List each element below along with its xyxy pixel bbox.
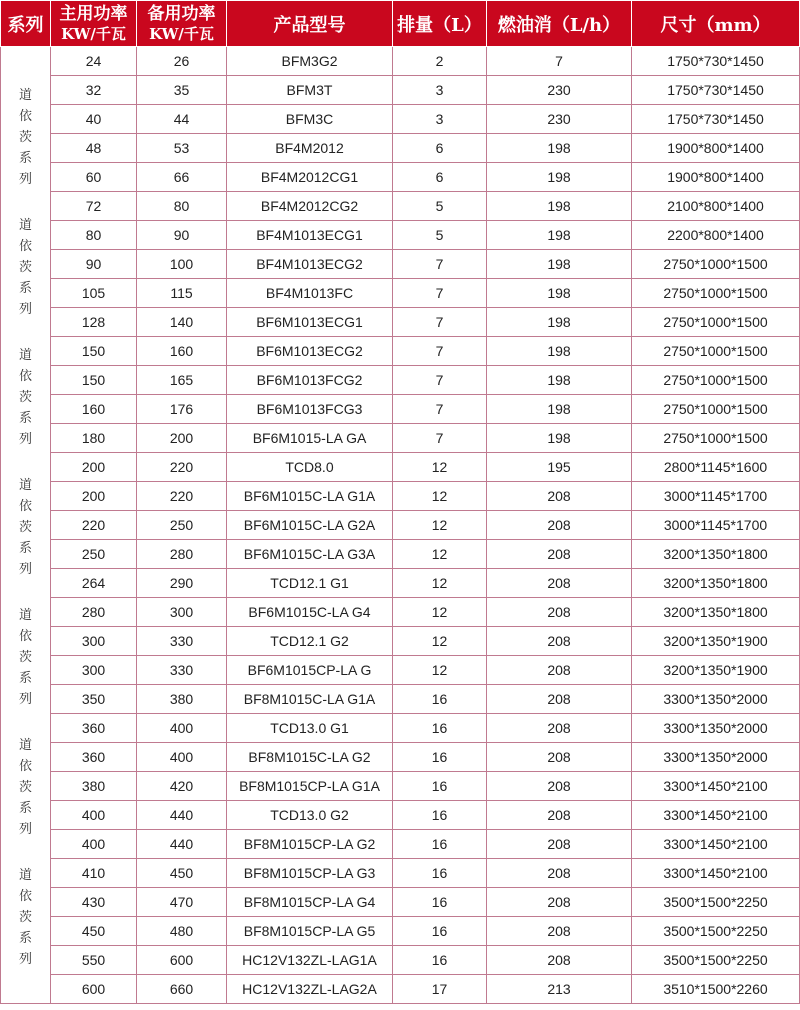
cell-main-power: 150 [51, 337, 137, 366]
series-label-char: 道 [18, 478, 32, 493]
cell-model: BF8M1015C-LA G1A [227, 685, 393, 714]
series-label [18, 827, 32, 967]
cell-model: BF6M1015-LA GA [227, 424, 393, 453]
series-label-char: 列 [18, 172, 32, 187]
cell-displacement: 16 [393, 859, 487, 888]
cell-displacement: 7 [393, 308, 487, 337]
cell-model: TCD13.0 G1 [227, 714, 393, 743]
header-standby-power-unit: KW/千瓦 [149, 25, 214, 43]
cell-fuel: 208 [487, 772, 632, 801]
cell-fuel: 213 [487, 975, 632, 1004]
series-column [1, 47, 51, 1004]
cell-displacement: 16 [393, 743, 487, 772]
cell-fuel: 208 [487, 540, 632, 569]
cell-standby-power: 90 [137, 221, 227, 250]
cell-standby-power: 280 [137, 540, 227, 569]
series-label-char: 系 [18, 671, 32, 686]
series-label-char: 道 [18, 348, 32, 363]
cell-model: BF4M1013ECG1 [227, 221, 393, 250]
cell-size: 1750*730*1450 [632, 105, 800, 134]
table-row [1, 105, 800, 134]
cell-fuel: 208 [487, 888, 632, 917]
series-label [18, 697, 32, 837]
series-label-char: 茨 [18, 390, 32, 405]
table-row [1, 192, 800, 221]
cell-main-power: 48 [51, 134, 137, 163]
cell-displacement: 6 [393, 163, 487, 192]
cell-standby-power: 35 [137, 76, 227, 105]
cell-main-power: 24 [51, 47, 137, 76]
cell-model: BF4M2012CG2 [227, 192, 393, 221]
cell-standby-power: 470 [137, 888, 227, 917]
series-label-char: 茨 [18, 650, 32, 665]
cell-fuel: 208 [487, 598, 632, 627]
cell-main-power: 550 [51, 946, 137, 975]
cell-fuel: 195 [487, 453, 632, 482]
cell-displacement: 16 [393, 714, 487, 743]
cell-main-power: 80 [51, 221, 137, 250]
table-row [1, 859, 800, 888]
cell-displacement: 12 [393, 627, 487, 656]
cell-standby-power: 160 [137, 337, 227, 366]
table-row [1, 395, 800, 424]
table-row [1, 134, 800, 163]
cell-fuel: 208 [487, 482, 632, 511]
cell-size: 3510*1500*2260 [632, 975, 800, 1004]
series-label-char: 系 [18, 801, 32, 816]
cell-displacement: 7 [393, 337, 487, 366]
cell-standby-power: 330 [137, 627, 227, 656]
cell-model: BFM3T [227, 76, 393, 105]
cell-size: 1900*800*1400 [632, 134, 800, 163]
cell-model: BF6M1013ECG2 [227, 337, 393, 366]
series-label-char: 依 [18, 239, 32, 254]
cell-model: BF6M1015C-LA G4 [227, 598, 393, 627]
cell-fuel: 208 [487, 830, 632, 859]
cell-model: BF8M1015CP-LA G5 [227, 917, 393, 946]
cell-size: 3500*1500*2250 [632, 888, 800, 917]
cell-model: BF8M1015CP-LA G4 [227, 888, 393, 917]
cell-size: 2750*1000*1500 [632, 424, 800, 453]
cell-size: 2200*800*1400 [632, 221, 800, 250]
cell-fuel: 208 [487, 627, 632, 656]
cell-standby-power: 165 [137, 366, 227, 395]
cell-fuel: 198 [487, 395, 632, 424]
table-row [1, 163, 800, 192]
cell-size: 3000*1145*1700 [632, 482, 800, 511]
cell-fuel: 208 [487, 656, 632, 685]
cell-displacement: 12 [393, 482, 487, 511]
cell-main-power: 450 [51, 917, 137, 946]
header-standby-power [137, 1, 227, 47]
table-row [1, 772, 800, 801]
table-row [1, 337, 800, 366]
cell-fuel: 198 [487, 424, 632, 453]
cell-size: 1900*800*1400 [632, 163, 800, 192]
cell-displacement: 16 [393, 917, 487, 946]
cell-fuel: 198 [487, 366, 632, 395]
series-label [18, 177, 32, 317]
header-fuel-consumption: 燃油消（L/h） [487, 1, 632, 47]
cell-main-power: 180 [51, 424, 137, 453]
cell-main-power: 410 [51, 859, 137, 888]
cell-size: 3200*1350*1800 [632, 598, 800, 627]
cell-displacement: 16 [393, 888, 487, 917]
series-label [18, 47, 32, 187]
table-row [1, 627, 800, 656]
cell-displacement: 3 [393, 105, 487, 134]
series-label-char: 系 [18, 931, 32, 946]
table-row [1, 569, 800, 598]
series-label-char: 依 [18, 369, 32, 384]
cell-main-power: 200 [51, 453, 137, 482]
cell-fuel: 208 [487, 859, 632, 888]
series-label-char: 茨 [18, 910, 32, 925]
cell-main-power: 128 [51, 308, 137, 337]
cell-standby-power: 220 [137, 482, 227, 511]
table-row [1, 47, 800, 76]
table-row [1, 279, 800, 308]
cell-model: BF6M1015C-LA G1A [227, 482, 393, 511]
cell-main-power: 400 [51, 801, 137, 830]
cell-displacement: 12 [393, 453, 487, 482]
cell-standby-power: 440 [137, 801, 227, 830]
series-label-char: 列 [18, 822, 32, 837]
series-label-char: 依 [18, 499, 32, 514]
table-row [1, 424, 800, 453]
cell-model: HC12V132ZL-LAG2A [227, 975, 393, 1004]
header-main-power-label: 主用功率 [59, 4, 128, 24]
cell-size: 3300*1450*2100 [632, 859, 800, 888]
cell-standby-power: 115 [137, 279, 227, 308]
cell-fuel: 198 [487, 308, 632, 337]
cell-main-power: 72 [51, 192, 137, 221]
cell-standby-power: 290 [137, 569, 227, 598]
cell-standby-power: 140 [137, 308, 227, 337]
cell-model: BFM3C [227, 105, 393, 134]
cell-standby-power: 660 [137, 975, 227, 1004]
cell-standby-power: 200 [137, 424, 227, 453]
cell-model: BF8M1015C-LA G2 [227, 743, 393, 772]
series-label-char: 道 [18, 608, 32, 623]
cell-displacement: 16 [393, 830, 487, 859]
cell-model: BF6M1015C-LA G3A [227, 540, 393, 569]
cell-main-power: 150 [51, 366, 137, 395]
cell-model: TCD13.0 G2 [227, 801, 393, 830]
cell-fuel: 198 [487, 337, 632, 366]
cell-fuel: 208 [487, 511, 632, 540]
cell-main-power: 400 [51, 830, 137, 859]
cell-size: 3200*1350*1900 [632, 656, 800, 685]
cell-displacement: 5 [393, 221, 487, 250]
cell-standby-power: 300 [137, 598, 227, 627]
table-row [1, 453, 800, 482]
cell-displacement: 16 [393, 772, 487, 801]
header-main-power [51, 1, 137, 47]
header-displacement: 排量（L） [393, 1, 487, 47]
cell-standby-power: 176 [137, 395, 227, 424]
table-row [1, 975, 800, 1004]
cell-size: 3200*1350*1900 [632, 627, 800, 656]
cell-model: BF6M1015C-LA G2A [227, 511, 393, 540]
cell-displacement: 7 [393, 250, 487, 279]
cell-displacement: 17 [393, 975, 487, 1004]
cell-standby-power: 220 [137, 453, 227, 482]
table-row [1, 685, 800, 714]
cell-size: 2750*1000*1500 [632, 250, 800, 279]
series-label-char: 列 [18, 692, 32, 707]
cell-standby-power: 400 [137, 743, 227, 772]
cell-displacement: 7 [393, 279, 487, 308]
cell-displacement: 12 [393, 598, 487, 627]
cell-size: 2750*1000*1500 [632, 308, 800, 337]
cell-standby-power: 480 [137, 917, 227, 946]
cell-displacement: 7 [393, 395, 487, 424]
cell-size: 3200*1350*1800 [632, 540, 800, 569]
series-labels [1, 47, 50, 967]
cell-main-power: 300 [51, 656, 137, 685]
cell-size: 1750*730*1450 [632, 47, 800, 76]
cell-displacement: 3 [393, 76, 487, 105]
cell-size: 3500*1500*2250 [632, 946, 800, 975]
series-label-char: 道 [18, 218, 32, 233]
cell-model: TCD12.1 G1 [227, 569, 393, 598]
series-label-char: 列 [18, 432, 32, 447]
cell-standby-power: 26 [137, 47, 227, 76]
series-label-char: 茨 [18, 780, 32, 795]
series-label-char: 依 [18, 629, 32, 644]
cell-fuel: 208 [487, 685, 632, 714]
table-body [1, 47, 800, 1004]
cell-displacement: 7 [393, 424, 487, 453]
cell-fuel: 230 [487, 105, 632, 134]
table-row [1, 598, 800, 627]
cell-fuel: 198 [487, 192, 632, 221]
cell-model: BF6M1015CP-LA G [227, 656, 393, 685]
series-label-char: 依 [18, 759, 32, 774]
series-label-char: 系 [18, 411, 32, 426]
cell-main-power: 360 [51, 714, 137, 743]
cell-displacement: 6 [393, 134, 487, 163]
cell-size: 1750*730*1450 [632, 76, 800, 105]
cell-fuel: 198 [487, 221, 632, 250]
series-label-char: 道 [18, 868, 32, 883]
cell-model: BF8M1015CP-LA G2 [227, 830, 393, 859]
cell-fuel: 208 [487, 801, 632, 830]
cell-standby-power: 420 [137, 772, 227, 801]
cell-main-power: 90 [51, 250, 137, 279]
cell-size: 2800*1145*1600 [632, 453, 800, 482]
cell-main-power: 200 [51, 482, 137, 511]
series-label-char: 系 [18, 281, 32, 296]
cell-size: 2750*1000*1500 [632, 279, 800, 308]
table-row [1, 656, 800, 685]
cell-size: 3200*1350*1800 [632, 569, 800, 598]
cell-standby-power: 66 [137, 163, 227, 192]
header-series: 系列 [1, 1, 51, 47]
table-header-row [1, 1, 800, 47]
table-row [1, 250, 800, 279]
table-row [1, 366, 800, 395]
cell-fuel: 198 [487, 250, 632, 279]
cell-size: 3500*1500*2250 [632, 917, 800, 946]
table-row [1, 830, 800, 859]
cell-fuel: 208 [487, 917, 632, 946]
cell-main-power: 300 [51, 627, 137, 656]
cell-standby-power: 380 [137, 685, 227, 714]
header-size: 尺寸（mm） [632, 1, 800, 47]
table-row [1, 482, 800, 511]
cell-standby-power: 100 [137, 250, 227, 279]
table-row [1, 714, 800, 743]
series-label-char: 系 [18, 151, 32, 166]
cell-size: 3300*1350*2000 [632, 714, 800, 743]
cell-fuel: 208 [487, 714, 632, 743]
cell-displacement: 7 [393, 366, 487, 395]
cell-fuel: 208 [487, 946, 632, 975]
cell-main-power: 380 [51, 772, 137, 801]
cell-displacement: 16 [393, 801, 487, 830]
cell-size: 2750*1000*1500 [632, 395, 800, 424]
cell-displacement: 2 [393, 47, 487, 76]
cell-size: 3300*1450*2100 [632, 801, 800, 830]
table-row [1, 76, 800, 105]
series-label-char: 列 [18, 562, 32, 577]
cell-standby-power: 450 [137, 859, 227, 888]
cell-fuel: 7 [487, 47, 632, 76]
table-row [1, 540, 800, 569]
cell-main-power: 430 [51, 888, 137, 917]
cell-main-power: 105 [51, 279, 137, 308]
cell-standby-power: 330 [137, 656, 227, 685]
cell-standby-power: 44 [137, 105, 227, 134]
cell-model: BF8M1015CP-LA G3 [227, 859, 393, 888]
cell-fuel: 208 [487, 743, 632, 772]
cell-model: BFM3G2 [227, 47, 393, 76]
series-label-char: 道 [18, 738, 32, 753]
cell-size: 2100*800*1400 [632, 192, 800, 221]
cell-displacement: 16 [393, 685, 487, 714]
cell-model: BF6M1013FCG3 [227, 395, 393, 424]
cell-size: 3300*1450*2100 [632, 830, 800, 859]
cell-standby-power: 250 [137, 511, 227, 540]
series-label-char: 列 [18, 302, 32, 317]
cell-model: TCD12.1 G2 [227, 627, 393, 656]
cell-model: BF4M1013ECG2 [227, 250, 393, 279]
cell-displacement: 12 [393, 511, 487, 540]
series-label [18, 307, 32, 447]
cell-main-power: 360 [51, 743, 137, 772]
cell-size: 3300*1350*2000 [632, 685, 800, 714]
table-row [1, 221, 800, 250]
series-label-char: 道 [18, 88, 32, 103]
cell-main-power: 160 [51, 395, 137, 424]
cell-main-power: 264 [51, 569, 137, 598]
cell-standby-power: 600 [137, 946, 227, 975]
cell-fuel: 208 [487, 569, 632, 598]
cell-size: 3300*1450*2100 [632, 772, 800, 801]
cell-main-power: 250 [51, 540, 137, 569]
cell-model: BF4M2012 [227, 134, 393, 163]
series-label-char: 列 [18, 952, 32, 967]
header-model: 产品型号 [227, 1, 393, 47]
cell-displacement: 16 [393, 946, 487, 975]
cell-displacement: 12 [393, 656, 487, 685]
cell-fuel: 198 [487, 134, 632, 163]
table-row [1, 801, 800, 830]
series-label-char: 依 [18, 109, 32, 124]
cell-standby-power: 440 [137, 830, 227, 859]
table-row [1, 888, 800, 917]
header-main-power-unit: KW/千瓦 [61, 25, 126, 43]
cell-size: 3300*1350*2000 [632, 743, 800, 772]
cell-displacement: 12 [393, 569, 487, 598]
cell-displacement: 12 [393, 540, 487, 569]
header-standby-power-label: 备用功率 [147, 4, 216, 24]
cell-standby-power: 53 [137, 134, 227, 163]
cell-model: BF8M1015CP-LA G1A [227, 772, 393, 801]
table-row [1, 743, 800, 772]
cell-main-power: 600 [51, 975, 137, 1004]
cell-size: 3000*1145*1700 [632, 511, 800, 540]
series-label-char: 依 [18, 889, 32, 904]
cell-model: BF6M1013FCG2 [227, 366, 393, 395]
cell-main-power: 350 [51, 685, 137, 714]
cell-model: BF4M1013FC [227, 279, 393, 308]
cell-size: 2750*1000*1500 [632, 337, 800, 366]
table-row [1, 917, 800, 946]
cell-model: BF6M1013ECG1 [227, 308, 393, 337]
cell-model: HC12V132ZL-LAG1A [227, 946, 393, 975]
cell-main-power: 40 [51, 105, 137, 134]
series-label [18, 437, 32, 577]
table-row [1, 511, 800, 540]
cell-model: BF4M2012CG1 [227, 163, 393, 192]
cell-main-power: 60 [51, 163, 137, 192]
series-label [18, 567, 32, 707]
cell-main-power: 220 [51, 511, 137, 540]
cell-size: 2750*1000*1500 [632, 366, 800, 395]
cell-main-power: 32 [51, 76, 137, 105]
cell-main-power: 280 [51, 598, 137, 627]
table-row [1, 308, 800, 337]
cell-standby-power: 80 [137, 192, 227, 221]
cell-fuel: 230 [487, 76, 632, 105]
cell-standby-power: 400 [137, 714, 227, 743]
series-label-char: 茨 [18, 130, 32, 145]
table-row [1, 946, 800, 975]
cell-fuel: 198 [487, 279, 632, 308]
series-label-char: 系 [18, 541, 32, 556]
series-label-char: 茨 [18, 260, 32, 275]
cell-displacement: 5 [393, 192, 487, 221]
cell-fuel: 198 [487, 163, 632, 192]
cell-model: TCD8.0 [227, 453, 393, 482]
series-label-char: 茨 [18, 520, 32, 535]
